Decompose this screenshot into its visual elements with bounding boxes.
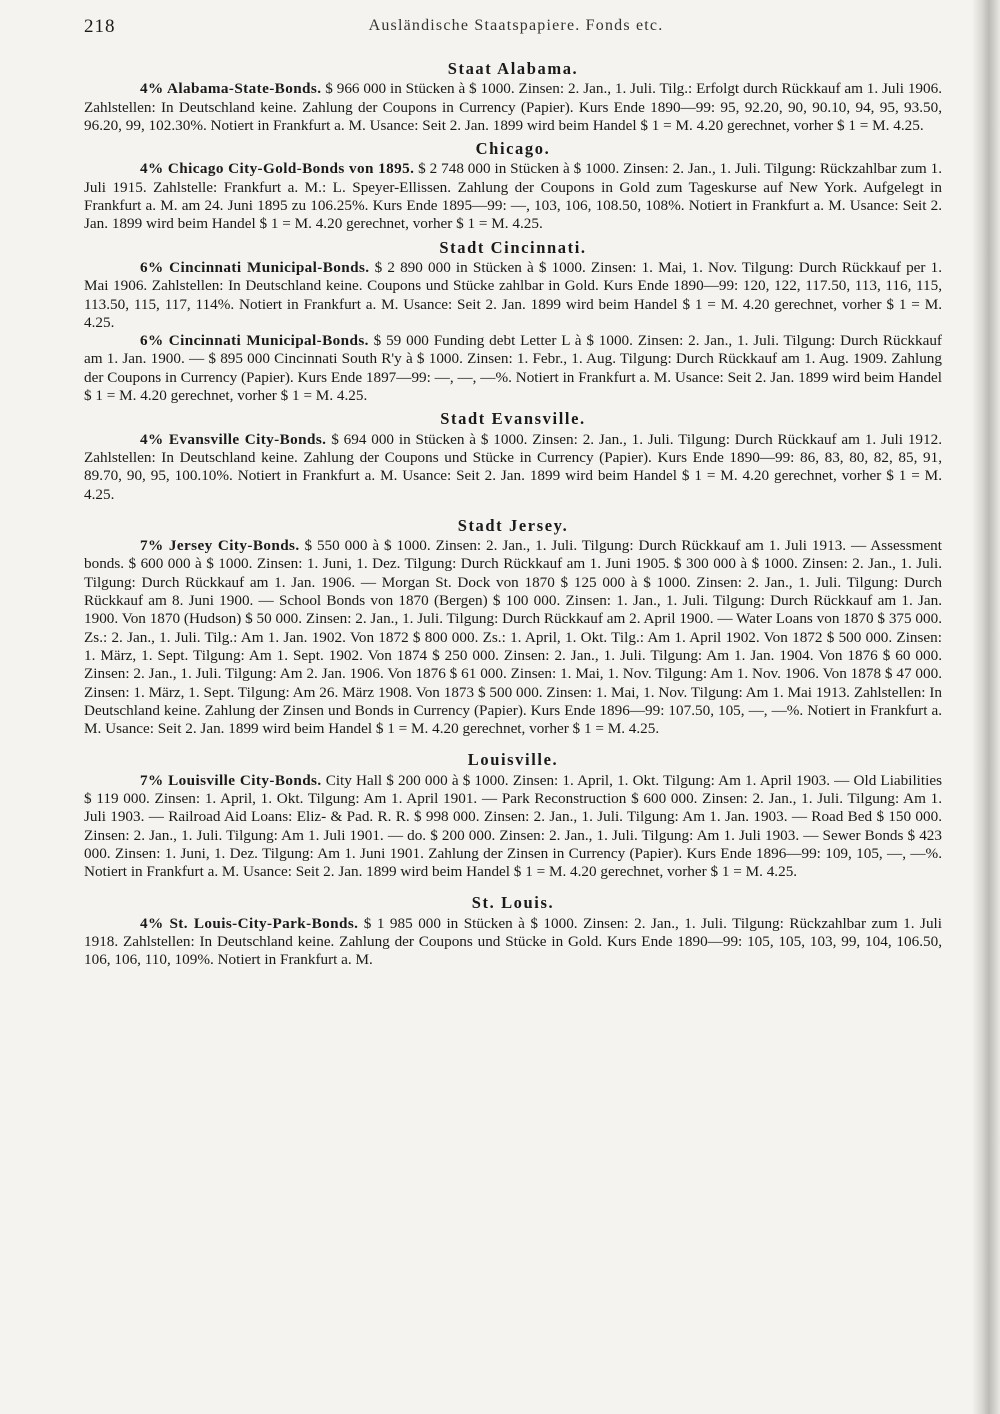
entry-body: $ 1 985 000 in Stücken à $ 1000. Zinsen: 2. Jan., 1. Juli. Tilgung: Rückzahlbar zum 1. Juli 1918. Zahlstellen: In Deutschland keine. Zahlung der Coupons und Stücke in Gold. Kurs Ende 1890—99: 105, 105, 103, 99, 104, 106.50, 106, 106, 110, 109%. Notiert in Frankfurt a. M. xyxy=(84,914,942,969)
section-heading-louisville: Louisville. xyxy=(467,750,559,770)
section-heading-chicago: Chicago. xyxy=(475,139,551,159)
entry-body: $ 59 000 Funding debt Letter L à $ 1000. Zinsen: 2. Jan., 1. Juli. Tilgung: Durch Rückkauf am 1. Jan. 1900. — $ 895 000 Cincinnati South R'y à $ 1000. Zinsen: 1. Febr., 1. Aug. Tilgung: Durch Rückkauf am 1. Aug. 1909. Zahlung der Coupons in Currency (Papier). Kurs Ende 1897—99: —, —, —%. Notiert in Frankfurt a. M. Usance: Seit 2. Jan. 1899 wird beim Handel $ 1 = M. 4.20 gerechnet, vorher $ 1 = M. 4.25. xyxy=(84,332,942,405)
entry-cincinnati-municipal-bonds-1 xyxy=(84,259,942,332)
section-heading-cincinnati: Stadt Cincinnati. xyxy=(439,237,587,257)
entry-jersey-city-bonds xyxy=(84,537,942,738)
entry-title: 6% Cincinnati Municipal-Bonds. xyxy=(140,332,369,350)
spacer xyxy=(84,881,942,889)
scan-edge-shadow xyxy=(972,0,1000,1414)
entry-evansville-city-bonds xyxy=(84,431,942,504)
section-heading-alabama: Staat Alabama. xyxy=(447,59,579,78)
entry-chicago-city-gold-bonds xyxy=(84,160,942,233)
section-heading-st-louis: St. Louis. xyxy=(471,893,555,913)
entry-title: 7% Jersey City-Bonds. xyxy=(140,537,300,555)
spacer xyxy=(84,738,942,746)
running-title: Ausländische Staatspapiere. Fonds etc. xyxy=(368,17,664,34)
entry-body: $ 966 000 in Stücken à $ 1000. Zinsen: 2. Jan., 1. Juli. Tilg.: Erfolgt durch Rückkauf am 1. Juli 1906. Zahlstellen: In Deutschland keine. Zahlung der Coupons in Currency (Papier). Kurs Ende 1890—99: 95, 92.20, 90, 90.10, 94, 95, 93.50, 96.20, 99, 102.30%. Notiert in Frankfurt a. M. Usance: Seit 2. Jan. 1899 wird beim Handel $ 1 = M. 4.20 gerechnet, vorher $ 1 = M. 4.25. xyxy=(84,80,942,134)
section-heading-jersey: Stadt Jersey. xyxy=(457,515,569,535)
entry-body: $ 2 890 000 in Stücken à $ 1000. Zinsen: 1. Mai, 1. Nov. Tilgung: Durch Rückkauf per 1. Mai 1906. Zahlstellen: In Deutschland keine. Coupons und Stücke zahlbar in Gold. Kurs Ende 1890—99: 120, 122, 117.50, 113, 116, 115, 113.50, 115, 117, 114%. Notiert in Frankfurt a. M. Usance: Seit 2. Jan. 1899 wird beim Handel $ 1 = M. 4.20 gerechnet, vorher $ 1 = M. 4.25. xyxy=(84,258,942,331)
entry-alabama-state-bonds xyxy=(84,80,942,135)
section-heading-evansville: Stadt Evansville. xyxy=(440,409,586,429)
page-number: 218 xyxy=(84,16,116,37)
page-content xyxy=(84,60,942,970)
entry-title: 4% Evansville City-Bonds. xyxy=(140,430,327,448)
entry-body: $ 694 000 in Stücken à $ 1000. Zinsen: 2. Jan., 1. Juli. Tilgung: Durch Rückkauf am 1. Juli 1912. Zahlstellen: In Deutschland keine. Zahlung der Coupons und Stücke in Currency (Papier). Kurs Ende 1890—99: 86, 83, 80, 82, 85, 91, 89.70, 90, 95, 100.10%. Notiert in Frankfurt a. M. Usance: Seit 2. Jan. 1899 wird beim Handel $ 1 = M. 4.20 gerechnet, vorher $ 1 = M. 4.25. xyxy=(84,430,943,503)
entry-louisville-city-bonds xyxy=(84,772,942,882)
entry-title: 4% Chicago City-Gold-Bonds von 1895. xyxy=(140,160,415,178)
entry-body: $ 2 748 000 in Stücken à $ 1000. Zinsen: 2. Jan., 1. Juli. Tilgung: Rückzahlbar zum 1. Juli 1915. Zahlstelle: Frankfurt a. M.: L. Speyer-Ellissen. Zahlung der Coupons in Gold zum Tageskurse auf New York. Aufgelegt in Frankfurt a. M. am 24. Juni 1895 zu 106.25%. Kurs Ende 1895—99: —, 103, 106, 108.50, 108%. Notiert in Frankfurt a. M. Usance: Seit 2. Jan. 1899 wird beim Handel $ 1 = M. 4.20 gerechnet, vorher $ 1 = M. 4.25. xyxy=(84,160,942,233)
entry-title: 4% St. Louis-City-Park-Bonds. xyxy=(140,914,359,932)
entry-cincinnati-municipal-bonds-2 xyxy=(84,332,942,405)
entry-title: 7% Louisville City-Bonds. xyxy=(140,771,322,789)
entry-title: 6% Cincinnati Municipal-Bonds. xyxy=(140,258,370,276)
running-head xyxy=(84,16,948,40)
entry-st-louis-city-park-bonds xyxy=(84,915,942,970)
entry-body: City Hall $ 200 000 à $ 1000. Zinsen: 1. April, 1. Okt. Tilgung: Am 1. April 1903. — Old Liabilities $ 119 000. Zinsen: 1. April, 1. Okt. Tilgung: Am 1. April 1901. — Park Reconstruction $ 600 000. Zinsen: 2. Jan., 1. Juli. Tilgung: Am 1. Juli 1903. — Railroad Aid Loans: Eliz- & Pad. R. R. $ 998 000. Zinsen: 2. Jan., 1. Juli. Tilgung: Am 1. Jan. 1903. — Road Bed $ 150 000. Zinsen: 2. Jan., 1. Juli. Tilgung: Am 1. Juli 1901. — do. $ 200 000. Zinsen: 2. Jan., 1. Juli. Tilgung: Am 1. Juli 1903. — Sewer Bonds $ 423 000. Zinsen: 1. Juni, 1. Dez. Tilgung: Am 1. Juni 1901. Zahlung der Zinsen in Currency (Papier). Kurs Ende 1896—99: 109, 105, —, —%. Notiert in Frankfurt a. M. Usance: Seit 2. Jan. 1899 wird beim Handel $ 1 = M. 4.20 gerechnet, vorher $ 1 = M. 4.25. xyxy=(84,771,942,881)
spacer xyxy=(84,504,942,512)
entry-body: $ 550 000 à $ 1000. Zinsen: 2. Jan., 1. Juli. Tilgung: Durch Rückkauf am 1. Juli 1913. — Assessment bonds. $ 600 000 à $ 1000. Zinsen: 1. Juni, 1. Dez. Tilgung: Durch Rückkauf am 1. Juni 1905. $ 300 000 à $ 1000. Zinsen: 2. Jan., 1. Juli. Tilgung: Durch Rückkauf am 1. Jan. 1906. — Morgan St. Dock von 1870 $ 125 000 à $ 1000. Zinsen: 2. Jan., 1. Juli. Tilgung: Durch Rückkauf am 8. Juni 1900. — School Bonds von 1870 (Bergen) $ 100 000. Zinsen: 1. Jan., 1. Juli. Tilgung: Durch Rückkauf am 1. Jan. 1900. Von 1870 (Hudson) $ 50 000. Zinsen: 2. Jan., 1. Juli. Tilgung: Durch Rückkauf am 2. April 1900. — Water Loans von 1870 $ 375 000. Zs.: 2. Jan., 1. Juli. Tilg.: Am 1. Jan. 1902. Von 1872 $ 800 000. Zs.: 1. April, 1. Okt. Tilg.: Am 1. April 1902. Von 1872 $ 500 000. Zinsen: 1. März, 1. Sept. Tilgung: Am 1. Sept. 1902. Von 1874 $ 250 000. Zinsen: 2. Jan., 1. Juli. Tilgung: Am 1. Jan. 1904. Von 1876 $ 60 000. Zinsen: 2. Jan., 1. Juli. Tilgung: Am 2. Jan. 1906. Von 1876 $ 61 000. Zinsen: 1. Mai, 1. Nov. Tilgung: Am 1. Nov. 1906. Von 1878 $ 47 000. Zinsen: 1. März, 1. Sept. Tilgung: Am 26. März 1908. Von 1873 $ 500 000. Zinsen: 1. Mai, 1. Nov. Tilgung: Am 1. Mai 1913. Zahlstellen: In Deutschland keine. Zahlung der Zinsen und Bonds in Currency (Papier). Kurs Ende 1896—99: 107.50, 105, —, —%. Notiert in Frankfurt a. M. Usance: Seit 2. Jan. 1899 wird beim Handel $ 1 = M. 4.20 gerechnet, vorher $ 1 = M. 4.25. xyxy=(84,537,942,738)
entry-title: 4% Alabama-State-Bonds. xyxy=(140,80,322,98)
